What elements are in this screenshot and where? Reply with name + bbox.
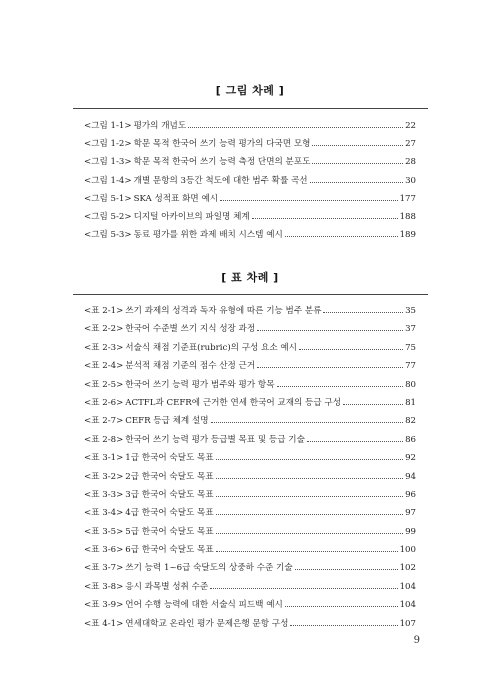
dot-leader	[295, 569, 398, 570]
table-page: 75	[405, 342, 416, 353]
table-entry[interactable]	[84, 431, 416, 449]
dot-leader	[211, 422, 403, 423]
table-entry[interactable]	[84, 523, 416, 541]
table-list-heading: [ 표 차례 ]	[221, 271, 279, 284]
table-page: 99	[405, 526, 416, 537]
table-number: <표 2-2>	[84, 324, 124, 335]
table-title: 한국어 쓰기 능력 평가 등급별 목표 및 등급 기술	[125, 434, 305, 445]
table-page: 104	[399, 600, 416, 611]
dot-leader	[285, 236, 398, 237]
figure-title: 학문 목적 한국어 쓰기 능력 측정 단면의 분포도	[133, 157, 311, 168]
figure-title: SKA 성적표 화면 예시	[133, 193, 219, 204]
table-entry[interactable]	[84, 504, 416, 522]
figure-entry[interactable]	[84, 226, 416, 244]
figure-title: 디지털 아카이브의 파일명 체계	[133, 211, 250, 222]
table-entry[interactable]	[84, 339, 416, 357]
table-number: <표 4-1>	[84, 618, 124, 629]
table-number: <표 2-7>	[84, 416, 124, 427]
figure-page: 189	[399, 230, 416, 241]
figure-number: <그림 1-1>	[84, 121, 132, 131]
table-title: 한국어 쓰기 능력 평가 범주와 평가 항목	[125, 379, 275, 390]
figure-page: 27	[405, 139, 416, 150]
figure-entry[interactable]	[84, 190, 416, 208]
figure-entry[interactable]	[84, 172, 416, 190]
figure-page: 30	[405, 175, 416, 186]
table-title: 쓰기 과제의 성격과 독자 유형에 따른 기능 범주 분류	[125, 306, 322, 316]
figure-list	[84, 117, 416, 244]
table-page: 86	[405, 434, 416, 445]
table-number: <표 3-5>	[84, 526, 124, 537]
table-title: 언어 수행 능력에 대한 서술식 피드백 예시	[125, 600, 283, 611]
figure-number: <그림 5-2>	[84, 211, 132, 222]
table-title: 서술식 채점 기준표(rubric)의 구성 요소 예시	[125, 342, 297, 353]
table-entry[interactable]	[84, 578, 416, 596]
dot-leader	[290, 625, 397, 626]
figure-number: <그림 5-1>	[84, 193, 132, 204]
dot-leader	[188, 127, 403, 128]
figure-title: 개별 문항의 3등간 척도에 대한 범주 확률 곡선	[133, 175, 308, 186]
table-number: <표 2-3>	[84, 342, 124, 353]
table-list-divider	[73, 294, 428, 295]
figure-entry[interactable]	[84, 208, 416, 226]
table-number: <표 2-6>	[84, 397, 124, 408]
dot-leader	[312, 163, 403, 164]
dot-leader	[323, 312, 403, 313]
table-number: <표 3-6>	[84, 545, 124, 556]
table-number: <표 3-2>	[84, 471, 124, 482]
dot-leader	[216, 533, 403, 534]
table-number: <표 3-7>	[84, 563, 124, 574]
table-title: 4급 한국어 숙달도 목표	[125, 508, 214, 519]
figure-number: <그림 5-3>	[84, 230, 132, 241]
table-title: 3급 한국어 숙달도 목표	[125, 489, 214, 500]
dot-leader	[257, 367, 403, 368]
table-page: 102	[399, 563, 416, 574]
dot-leader	[299, 349, 403, 350]
table-title: CEFR 등급 체계 설명	[125, 416, 209, 427]
table-page: 35	[405, 306, 416, 316]
dot-leader	[216, 514, 403, 515]
figure-title: 평가의 개념도	[133, 121, 187, 131]
dot-leader	[220, 200, 398, 201]
table-entry[interactable]	[84, 615, 416, 633]
table-number: <표 3-3>	[84, 489, 124, 500]
table-entry[interactable]	[84, 357, 416, 375]
figure-entry[interactable]	[84, 153, 416, 171]
table-entry[interactable]	[84, 559, 416, 577]
table-entry[interactable]	[84, 541, 416, 559]
table-page: 77	[405, 361, 416, 372]
dot-leader	[252, 218, 398, 219]
table-entry[interactable]	[84, 320, 416, 338]
table-list	[84, 302, 416, 633]
figure-entry[interactable]	[84, 135, 416, 153]
table-title: 6급 한국어 숙달도 목표	[125, 545, 214, 556]
dot-leader	[307, 441, 403, 442]
table-title: 연세대학교 온라인 평가 문제은행 문항 구성	[125, 618, 289, 629]
table-title: 2급 한국어 숙달도 목표	[125, 471, 214, 482]
figure-page: 22	[405, 121, 416, 131]
figure-title: 동료 평가를 위한 과제 배치 시스템 예시	[133, 230, 283, 241]
dot-leader	[216, 496, 403, 497]
figure-list-heading: [ 그림 차례 ]	[215, 84, 285, 97]
table-title: 5급 한국어 숙달도 목표	[125, 526, 214, 537]
table-title: 한국어 수준별 쓰기 지식 성장 과정	[125, 324, 256, 335]
table-page: 97	[405, 508, 416, 519]
figure-entry[interactable]	[84, 117, 416, 135]
table-page: 107	[399, 618, 416, 629]
table-entry[interactable]	[84, 376, 416, 394]
table-number: <표 3-9>	[84, 600, 124, 611]
dot-leader	[216, 478, 403, 479]
dot-leader	[312, 145, 403, 146]
table-title: 1급 한국어 숙달도 목표	[125, 453, 214, 464]
figure-number: <그림 1-2>	[84, 139, 132, 150]
table-entry[interactable]	[84, 468, 416, 486]
table-title: 응시 과목별 성취 수준	[125, 581, 209, 592]
table-number: <표 3-4>	[84, 508, 124, 519]
table-entry[interactable]	[84, 596, 416, 614]
figure-number: <그림 1-3>	[84, 157, 132, 168]
table-title: 분석적 채점 기준의 점수 산정 근거	[125, 361, 256, 372]
page-number: 9	[413, 635, 420, 646]
table-page: 100	[399, 545, 416, 556]
table-title: ACTFL과 CEFR에 근거한 연세 한국어 교재의 등급 구성	[125, 397, 341, 408]
table-page: 37	[405, 324, 416, 335]
table-entry[interactable]	[84, 302, 416, 320]
figure-page: 28	[405, 157, 416, 168]
table-page: 92	[405, 453, 416, 464]
figure-page: 188	[399, 211, 416, 222]
table-number: <표 2-5>	[84, 379, 124, 390]
table-number: <표 2-4>	[84, 361, 124, 372]
dot-leader	[310, 182, 403, 183]
figure-number: <그림 1-4>	[84, 175, 132, 186]
figure-page: 177	[399, 193, 416, 204]
table-page: 96	[405, 489, 416, 500]
table-entry[interactable]	[84, 486, 416, 504]
table-page: 82	[405, 416, 416, 427]
table-entry[interactable]	[84, 449, 416, 467]
figure-list-divider	[73, 108, 428, 109]
table-entry[interactable]	[84, 412, 416, 430]
table-number: <표 3-8>	[84, 581, 124, 592]
table-number: <표 2-1>	[84, 306, 124, 316]
dot-leader	[257, 330, 403, 331]
table-title: 쓰기 능력 1~6급 숙달도의 상중하 수준 기술	[125, 563, 293, 574]
table-page: 81	[405, 397, 416, 408]
dot-leader	[216, 459, 403, 460]
figure-title: 학문 목적 한국어 쓰기 능력 평가의 다국면 모형	[133, 139, 311, 150]
dot-leader	[285, 606, 398, 607]
dot-leader	[216, 551, 398, 552]
table-number: <표 2-8>	[84, 434, 124, 445]
dot-leader	[277, 386, 404, 387]
table-entry[interactable]	[84, 394, 416, 412]
table-page: 104	[399, 581, 416, 592]
table-page: 80	[405, 379, 416, 390]
dot-leader	[343, 404, 403, 405]
table-number: <표 3-1>	[84, 453, 124, 464]
table-page: 94	[405, 471, 416, 482]
dot-leader	[210, 588, 397, 589]
